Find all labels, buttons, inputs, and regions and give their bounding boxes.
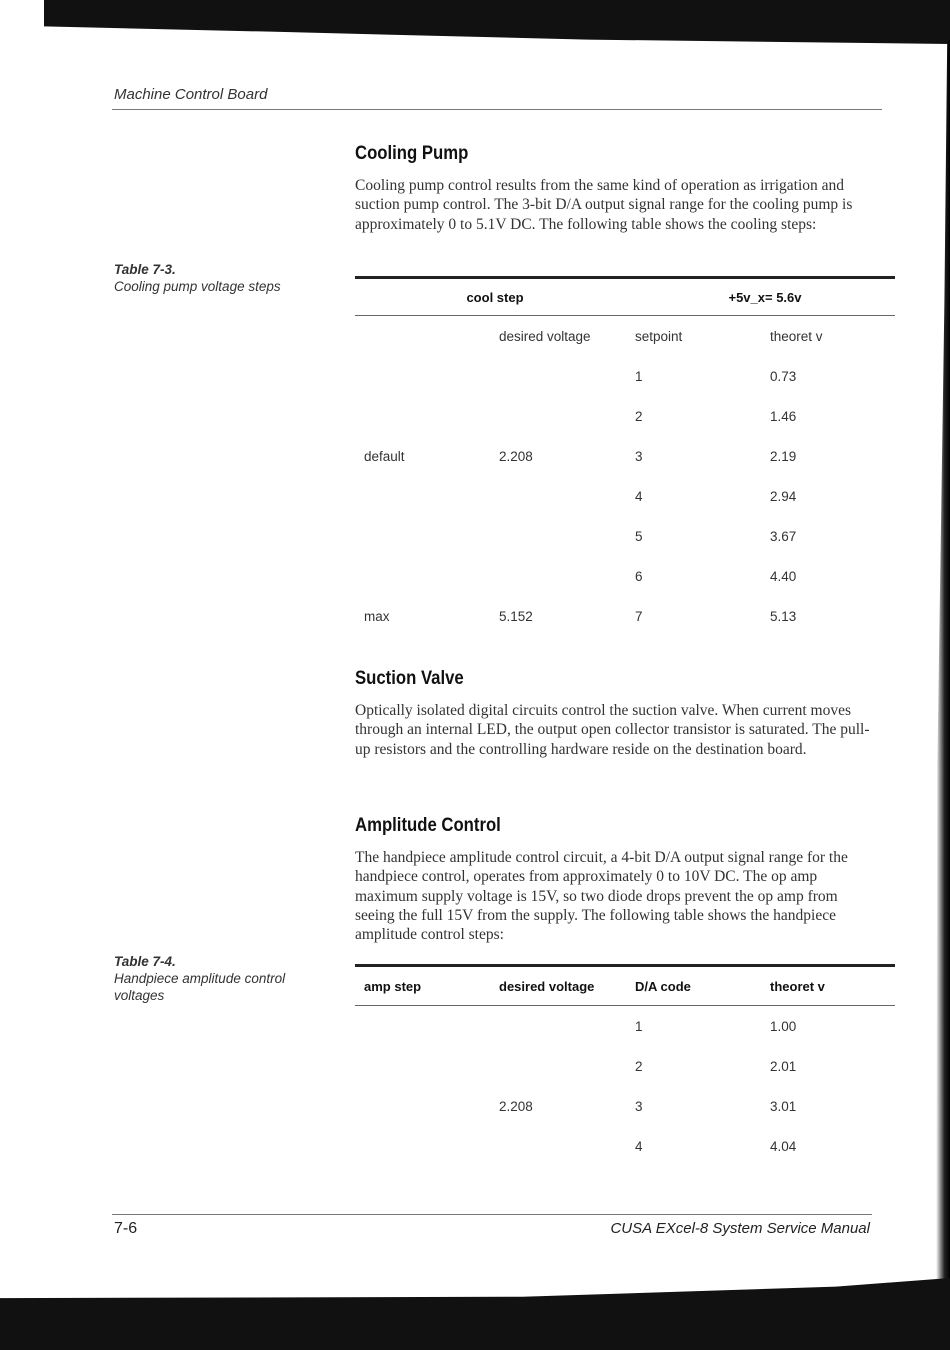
table-row [355, 436, 895, 476]
table-cell: 6 [635, 568, 643, 584]
table-row [355, 556, 895, 596]
table-cell: 4.40 [770, 568, 797, 584]
table-cell [499, 516, 635, 556]
table-cell [355, 476, 499, 516]
table-cell [499, 1046, 635, 1086]
suction-valve-body: Optically isolated digital circuits control the suction valve. When current moves through an internal LED, the output open collector transistor is saturated. The pull-up resistors and the controlling hardware reside on the destination board. [355, 702, 870, 758]
table-cell: 2 [635, 408, 643, 424]
table-cell [499, 476, 635, 516]
table-cell [355, 1006, 499, 1047]
header-rule [112, 109, 882, 110]
scan-edge-bottom [0, 1278, 950, 1350]
amplitude-control-table [355, 964, 895, 1166]
table-cell: 4.04 [770, 1138, 797, 1154]
column-header: desired voltage [499, 328, 591, 344]
table-column-header-row [355, 316, 895, 357]
amplitude-control-title: Amplitude Control [355, 815, 501, 836]
group-header-cool-step: cool step [355, 278, 635, 316]
scan-edge-top [44, 0, 950, 44]
table-cell: 4 [635, 1138, 643, 1154]
table-cell: 2.208 [499, 1098, 533, 1114]
suction-valve-title: Suction Valve [355, 668, 464, 689]
table-cell [355, 1126, 499, 1166]
table-cell: 3 [635, 1098, 643, 1114]
table-cell: 0.73 [770, 368, 797, 384]
footer-rule [112, 1214, 872, 1215]
table-cell: 5.152 [499, 608, 533, 624]
table-row [355, 1126, 895, 1166]
table-cell: default [364, 448, 405, 464]
cooling-pump-title: Cooling Pump [355, 143, 469, 164]
column-header: amp step [355, 966, 499, 1006]
table-7-4-number: Table 7-4. [114, 954, 176, 969]
table-cell: 5 [635, 528, 643, 544]
table-cell: 1 [635, 1018, 643, 1034]
column-header: D/A code [635, 966, 770, 1006]
table-cell [355, 1046, 499, 1086]
table-cell: 2.19 [770, 448, 797, 464]
cooling-pump-body: Cooling pump control results from the same kind of operation as irrigation and suction pump control. The 3-bit D/A output signal range for the cooling pump is approximately 0 to 5.1V DC. The following table shows the cooling steps: [355, 177, 853, 233]
table-row [355, 396, 895, 436]
table-cell: 2.94 [770, 488, 797, 504]
column-header: theoret v [770, 328, 823, 344]
table-cell: 7 [635, 608, 643, 624]
table-cell: 1 [635, 368, 643, 384]
table-cell [355, 396, 499, 436]
table-row [355, 596, 895, 636]
table-cell: 1.00 [770, 1018, 797, 1034]
table-7-3-number: Table 7-3. [114, 262, 176, 277]
table-cell: 5.13 [770, 608, 797, 624]
table-column-header-row [355, 966, 895, 1006]
table-cell [355, 1086, 499, 1126]
table-row [355, 1046, 895, 1086]
table-row [355, 516, 895, 556]
column-header: setpoint [635, 328, 683, 344]
table-cell [355, 516, 499, 556]
table-row [355, 1086, 895, 1126]
table-cell: max [364, 608, 390, 624]
group-header-supply: +5v_x= 5.6v [635, 278, 895, 316]
manual-title: CUSA EXcel-8 System Service Manual [610, 1220, 870, 1237]
table-cell: 2 [635, 1058, 643, 1074]
table-cell [499, 556, 635, 596]
scan-edge-right [936, 40, 950, 1350]
table-7-3-caption [114, 261, 294, 295]
table-row [355, 476, 895, 516]
table-7-4-caption-text: Handpiece amplitude control voltages [114, 971, 286, 1003]
amplitude-control-body: The handpiece amplitude control circuit, a 4-bit D/A output signal range for the handpiece control, operates from approximately 0 to 10V DC. The op amp maximum supply voltage is 15V, so two diode drops prevent the op amp from seeing the full 15V from the supply. The following table shows the handpiece amplitude control steps: [355, 849, 848, 944]
running-head: Machine Control Board [114, 86, 268, 103]
table-cell [499, 396, 635, 436]
table-cell: 4 [635, 488, 643, 504]
column-header [355, 316, 499, 357]
table-row [355, 356, 895, 396]
table-cell [499, 1006, 635, 1047]
table-7-3-caption-text: Cooling pump voltage steps [114, 279, 281, 294]
table-cell [499, 1126, 635, 1166]
cooling-pump-table [355, 276, 895, 636]
table-7-4-caption [114, 953, 294, 1004]
table-cell: 2.208 [499, 448, 533, 464]
table-row [355, 1006, 895, 1047]
table-cell: 3 [635, 448, 643, 464]
table-cell: 2.01 [770, 1058, 797, 1074]
column-header: desired voltage [499, 966, 635, 1006]
table-cell [355, 356, 499, 396]
page-number: 7-6 [114, 1220, 138, 1237]
table-cell: 3.67 [770, 528, 797, 544]
table-group-header-row [355, 278, 895, 316]
table-cell [355, 556, 499, 596]
table-cell: 3.01 [770, 1098, 797, 1114]
table-cell [499, 356, 635, 396]
table-cell: 1.46 [770, 408, 797, 424]
column-header: theoret v [770, 966, 895, 1006]
